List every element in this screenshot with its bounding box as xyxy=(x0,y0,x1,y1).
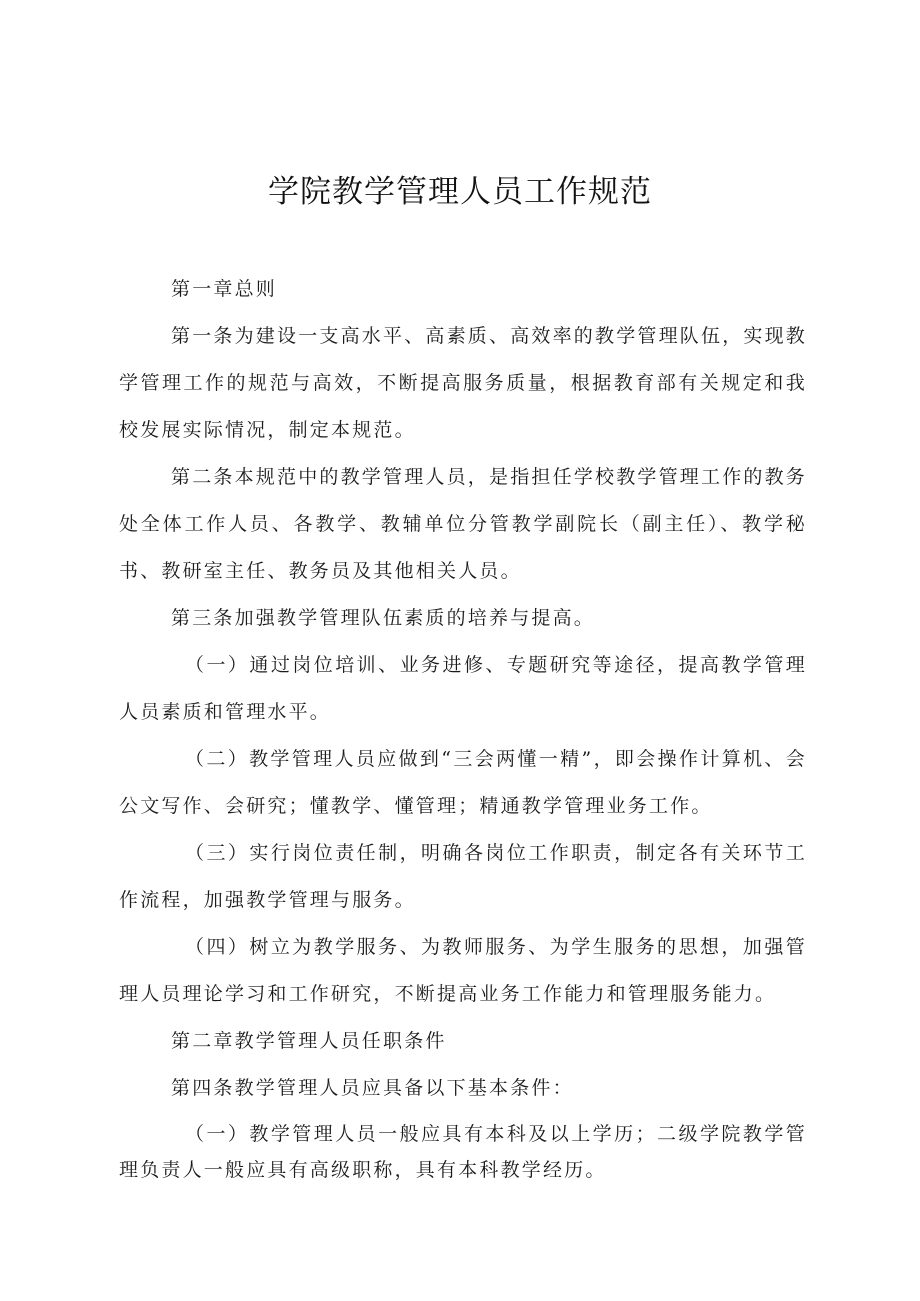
list-item-paragraph: （二）教学管理人员应做到“三会两懂一精”，即会操作计算机、会公文写作、会研究；懂教学、懂管理；精通教学管理业务工作。 xyxy=(119,748,807,817)
document-body xyxy=(119,266,807,1188)
article-paragraph: 第二条本规范中的教学管理人员，是指担任学校教学管理工作的教务处全体工作人员、各教学、教辅单位分管教学副院长（副主任）、教学秘书、教研室主任、教务员及其他相关人员。 xyxy=(119,466,808,582)
chapter-heading: 第二章教学管理人员任职条件 xyxy=(171,1030,447,1052)
list-item-paragraph: （三）实行岗位责任制，明确各岗位工作职责，制定各有关环节工作流程，加强教学管理与服务。 xyxy=(119,842,807,911)
chapter-heading: 第一章总则 xyxy=(171,278,278,300)
document-title: 学院教学管理人员工作规范 xyxy=(268,174,652,210)
list-item-paragraph: （四）树立为教学服务、为教师服务、为学生服务的思想，加强管理人员理论学习和工作研究，不断提高业务工作能力和管理服务能力。 xyxy=(119,936,807,1005)
list-item-paragraph: （一）教学管理人员一般应具有本科及以上学历；二级学院教学管理负责人一般应具有高级职称，具有本科教学经历。 xyxy=(119,1123,807,1181)
article-paragraph: 第四条教学管理人员应具备以下基本条件： xyxy=(171,1077,574,1099)
article-paragraph: 第三条加强教学管理队伍素质的培养与提高。 xyxy=(171,607,596,629)
article-paragraph: 第一条为建设一支高水平、高素质、高效率的教学管理队伍，实现教学管理工作的规范与高效，不断提高服务质量，根据教育部有关规定和我校发展实际情况，制定本规范。 xyxy=(119,325,808,441)
list-item-paragraph: （一）通过岗位培训、业务进修、专题研究等途径，提高教学管理人员素质和管理水平。 xyxy=(119,654,807,723)
